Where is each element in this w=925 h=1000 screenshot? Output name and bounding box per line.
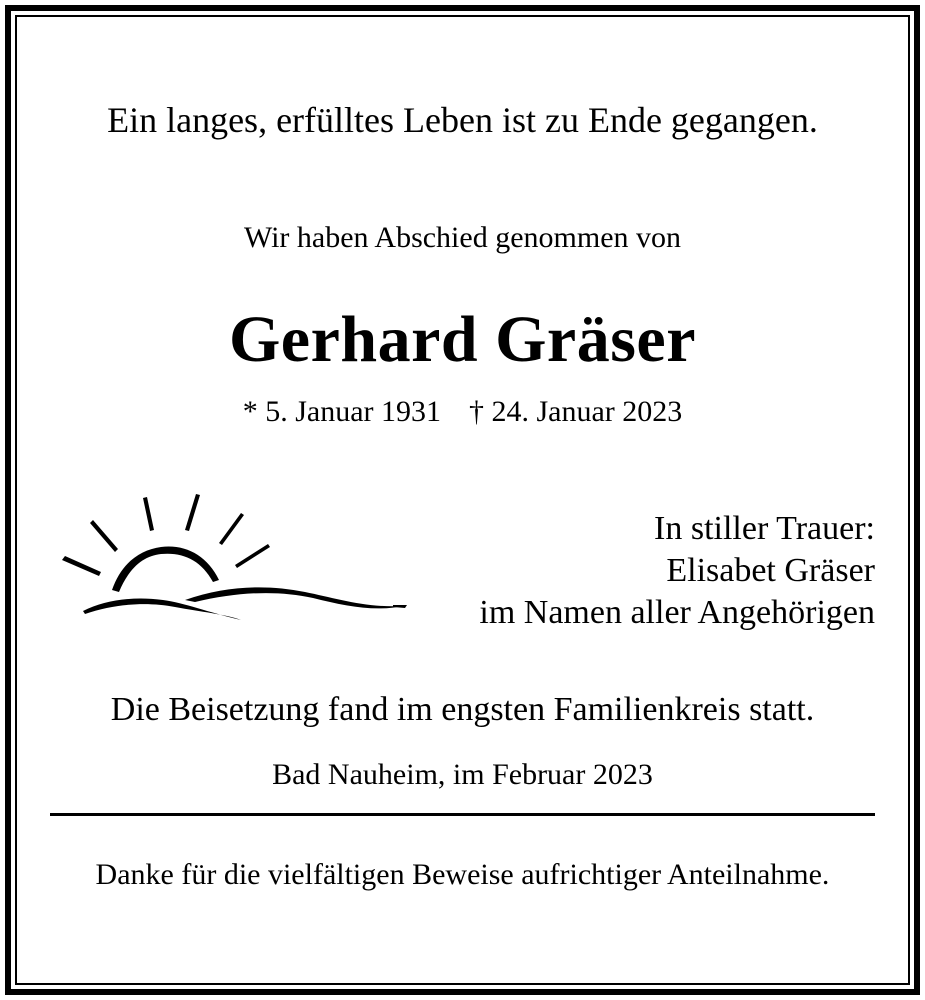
- place-date: Bad Nauheim, im Februar 2023: [272, 758, 653, 791]
- mourners-block: [479, 508, 875, 634]
- mourners-heading: In stiller Trauer:: [654, 510, 875, 547]
- thanks-text: Danke für die vielfältigen Beweise aufrichtiger Anteilnahme.: [95, 858, 830, 891]
- death-date: † 24. Januar 2023: [469, 395, 683, 428]
- farewell-text: Wir haben Abschied genommen von: [243, 221, 682, 254]
- divider: [50, 813, 875, 816]
- burial-text: Die Beisetzung fand im engsten Familienkreis statt.: [110, 691, 815, 728]
- birth-date: * 5. Januar 1931: [242, 395, 441, 428]
- intro-text: Ein langes, erfülltes Leben ist zu Ende gegangen.: [107, 100, 818, 140]
- deceased-name: Gerhard Gräser: [228, 303, 697, 376]
- sunset-over-hills-icon: [55, 488, 410, 628]
- mourners-relatives: im Namen aller Angehörigen: [479, 594, 875, 631]
- life-dates: [0, 392, 925, 432]
- mourner-name: Elisabet Gräser: [666, 552, 875, 589]
